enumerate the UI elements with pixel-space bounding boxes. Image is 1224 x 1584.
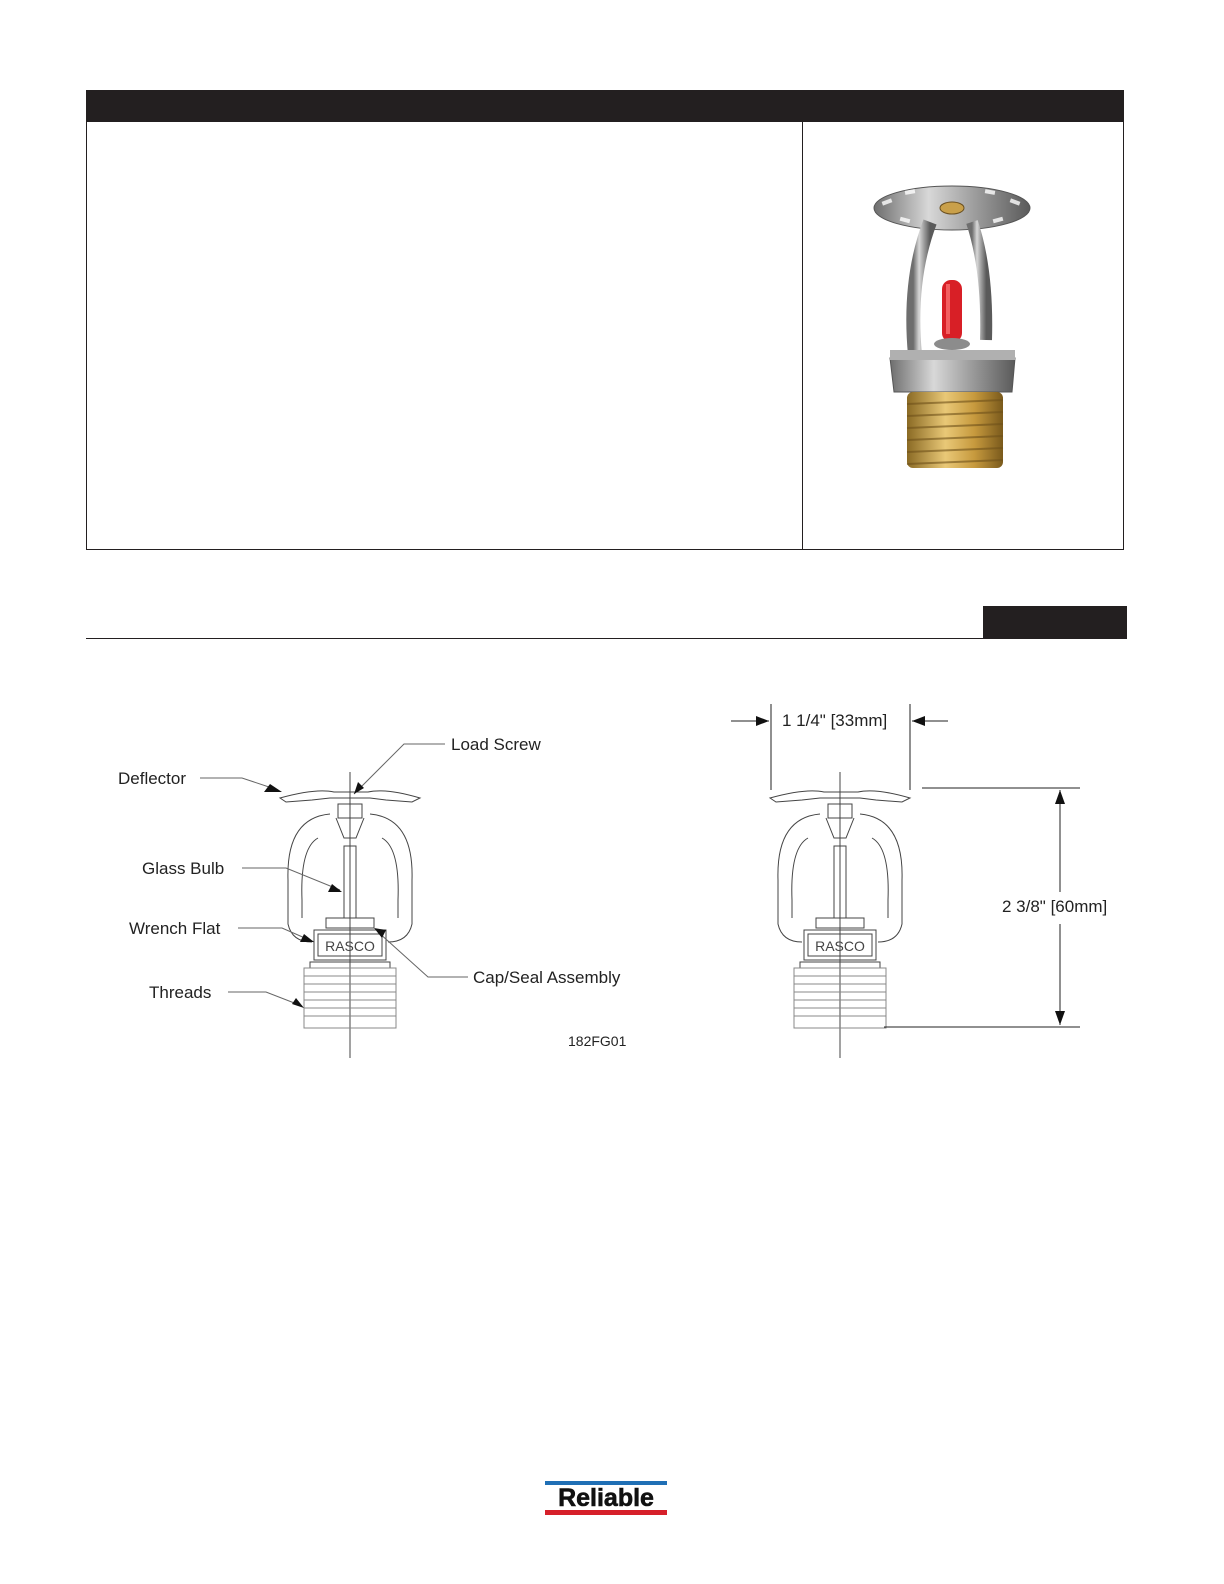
right-stamp: RASCO — [815, 938, 865, 954]
leader-lines — [200, 744, 468, 1006]
left-sprinkler-outline — [280, 772, 420, 1058]
label-deflector: Deflector — [118, 769, 187, 788]
label-wrench-flat: Wrench Flat — [129, 919, 221, 938]
arrowheads — [264, 716, 1065, 1025]
label-load-screw: Load Screw — [451, 735, 541, 754]
figure-code: 182FG01 — [568, 1033, 627, 1049]
dimension-width: 1 1/4" [33mm] — [782, 711, 888, 730]
dimension-height: 2 3/8" [60mm] — [1002, 897, 1108, 916]
left-stamp: RASCO — [325, 938, 375, 954]
reliable-logo — [543, 1481, 669, 1515]
right-sprinkler-outline — [770, 772, 910, 1058]
sprinkler-drawing — [86, 680, 1146, 1080]
sprinkler-photo — [860, 170, 1050, 480]
label-glass-bulb: Glass Bulb — [142, 859, 225, 878]
logo-wordmark: Reliable — [558, 1484, 654, 1512]
header-bar — [86, 90, 1124, 122]
section-rule — [86, 638, 1127, 639]
info-box-divider — [802, 122, 803, 550]
label-cap-seal: Cap/Seal Assembly — [473, 968, 621, 987]
section-tab — [983, 606, 1127, 638]
dimension-lines — [731, 704, 1080, 1027]
label-threads: Threads — [149, 983, 212, 1002]
photo-glass-bulb — [942, 280, 962, 342]
